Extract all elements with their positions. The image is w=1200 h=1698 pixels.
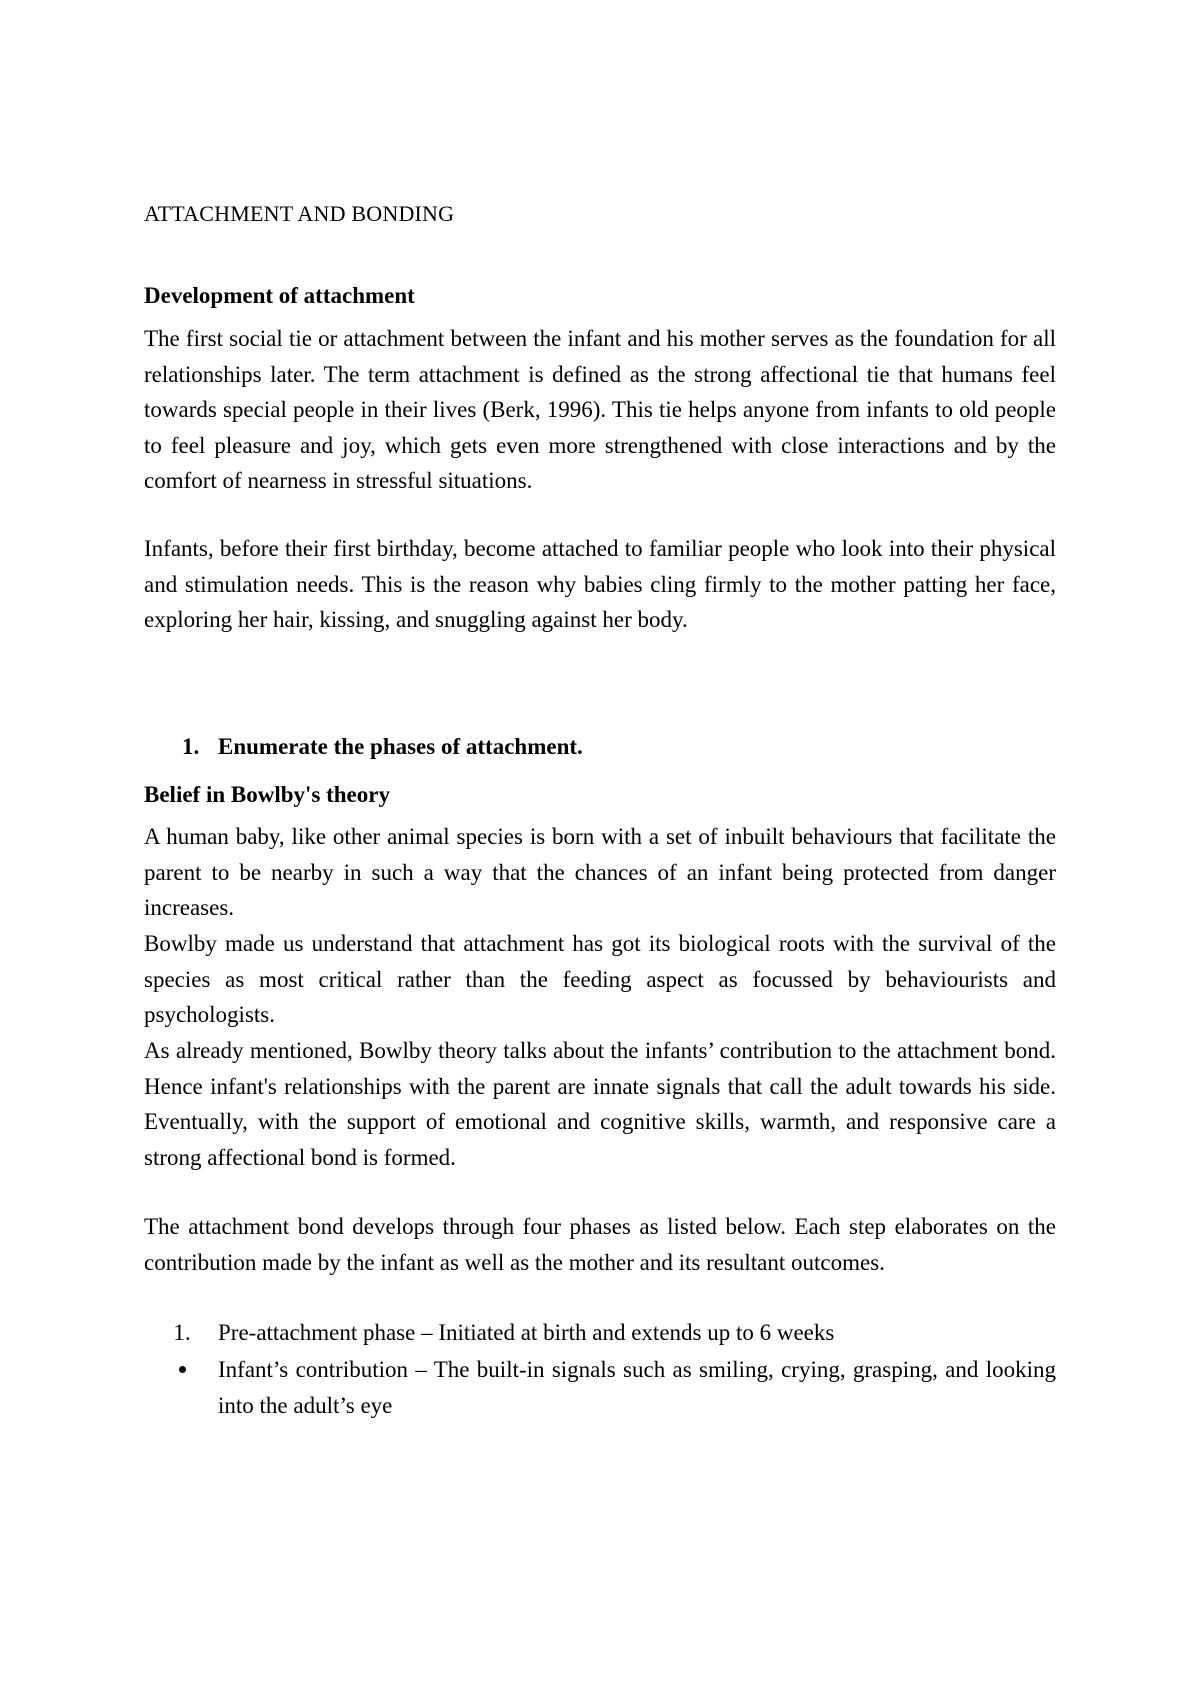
theory-paragraph-4: The attachment bond develops through four phases as listed below. Each step elaborates on the contribution made by the infant as well as the mother and its resultant outcomes.	[144, 1214, 1056, 1275]
section-heading: Development of attachment	[144, 283, 415, 308]
phase-list-item	[144, 1315, 1056, 1351]
theory-paragraph-1: A human baby, like other animal species is born with a set of inbuilt behaviours that facilitate the parent to be nearby in such a way that the chances of an infant being protected from danger increases.	[144, 824, 1056, 920]
question-text: Enumerate the phases of attachment.	[218, 734, 583, 759]
theory-paragraph-2: Bowlby made us understand that attachment has got its biological roots with the survival of the species as most critical rather than the feeding aspect as focussed by behaviourists and psychologists.	[144, 931, 1056, 1027]
document-title: ATTACHMENT AND BONDING	[144, 201, 455, 226]
intro-paragraph-1: The first social tie or attachment between the infant and his mother serves as the foundation for all relationships later. The term attachment is defined as the strong affectional tie that humans feel towards special people in their lives (Berk, 1996). This tie helps anyone from infants to old people to feel pleasure and joy, which gets even more strengthened with close interactions and by the comfort of nearness in stressful situations.	[144, 326, 1056, 493]
bullet-list-item	[144, 1352, 1056, 1423]
phase-number: 1.	[173, 1320, 191, 1345]
sub-heading: Belief in Bowlby's theory	[144, 782, 390, 807]
phase-text: Pre-attachment phase – Initiated at birth and extends up to 6 weeks	[218, 1320, 835, 1345]
intro-paragraph-2: Infants, before their first birthday, become attached to familiar people who look into their physical and stimulation needs. This is the reason why babies cling firmly to the mother patting her face, exploring her hair, kissing, and snuggling against her body.	[144, 536, 1056, 632]
theory-paragraph-3: As already mentioned, Bowlby theory talks about the infants’ contribution to the attachment bond. Hence infant's relationships with the parent are innate signals that call the adult towards his side. Eventually, with the support of emotional and cognitive skills, warmth, and responsive care a strong affectional bond is formed.	[144, 1038, 1056, 1170]
question-number: 1.	[182, 734, 200, 759]
bullet-text: Infant’s contribution – The built-in signals such as smiling, crying, grasping, and looking into the adult’s eye	[218, 1357, 1056, 1418]
question-heading	[182, 732, 583, 762]
bullet-icon	[164, 1352, 200, 1388]
